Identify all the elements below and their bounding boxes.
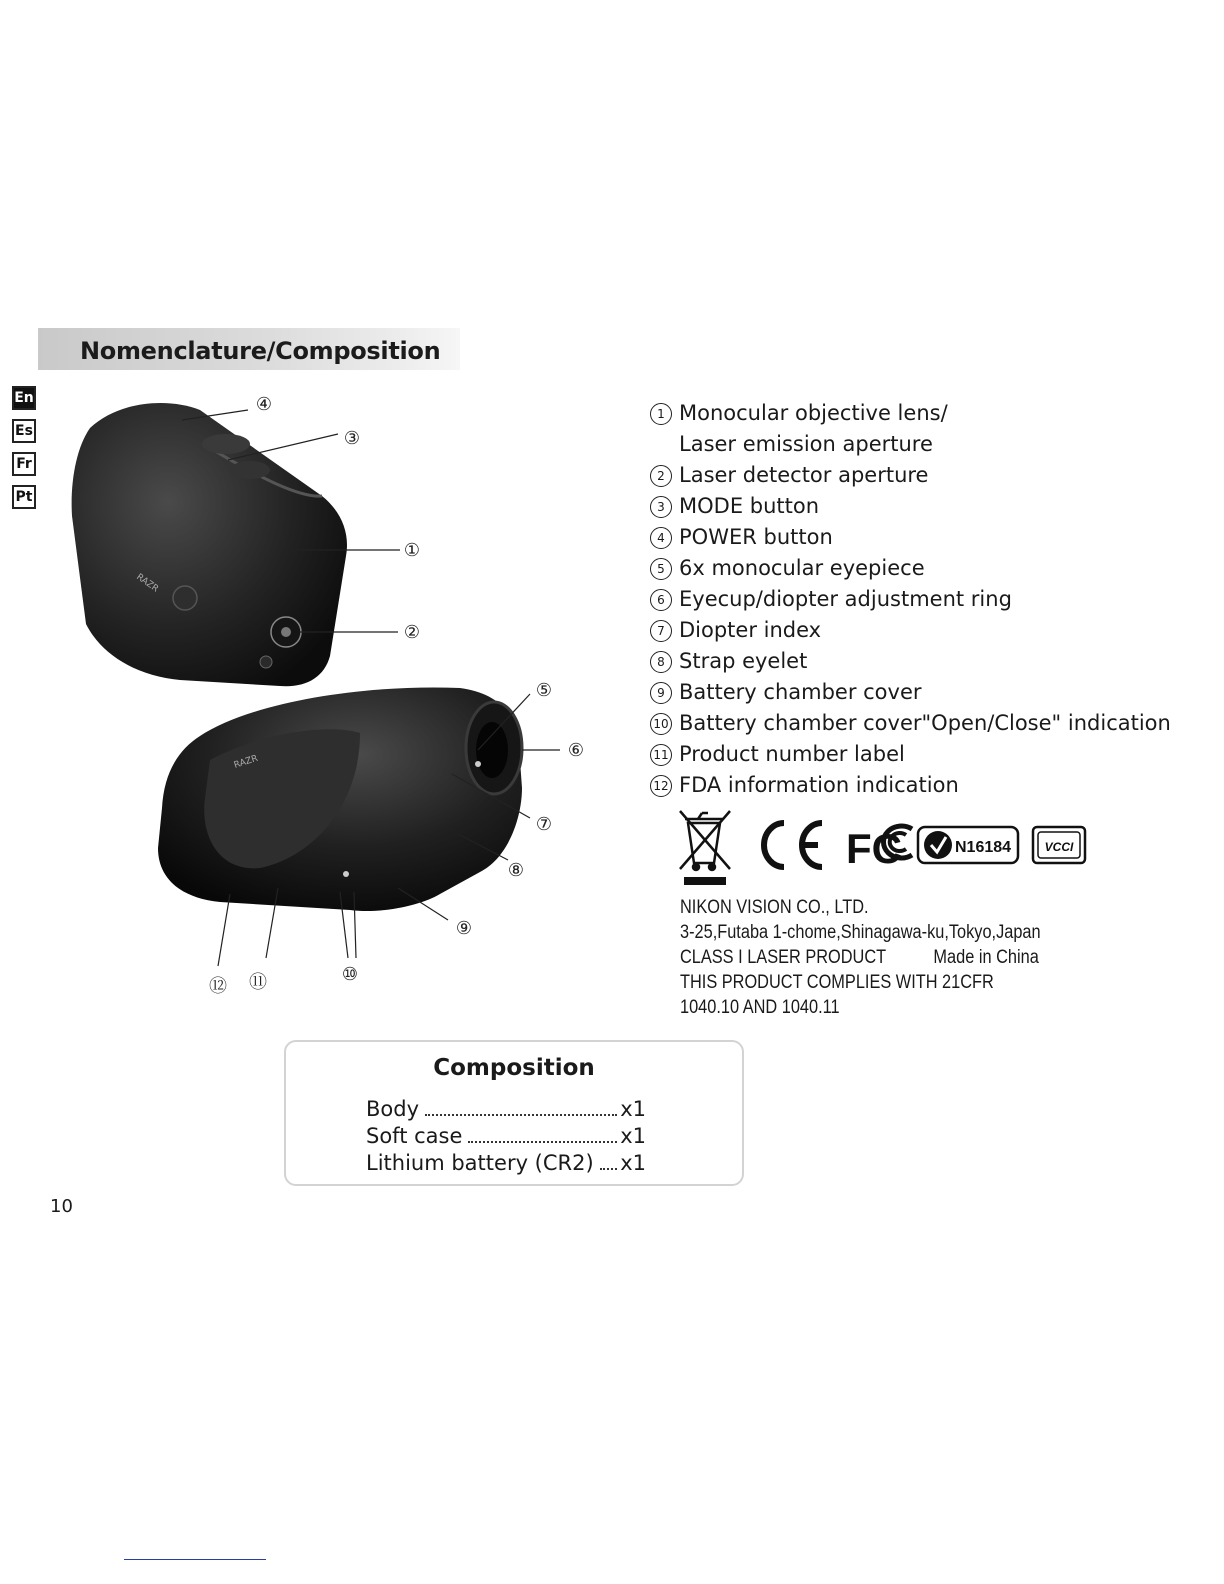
- number-badge: 1: [650, 403, 672, 425]
- svg-text:RAZR: RAZR: [134, 572, 161, 595]
- callout-7: ⑦: [535, 814, 553, 835]
- part-label: POWER button: [679, 525, 833, 549]
- lang-tab-fr[interactable]: Fr: [12, 452, 36, 476]
- number-badge: 6: [650, 589, 672, 611]
- list-item: [650, 677, 1210, 708]
- page-title: Nomenclature/Composition: [80, 337, 441, 365]
- list-item: [366, 1096, 646, 1123]
- device-rear-view: [158, 687, 525, 911]
- list-item: [366, 1150, 646, 1177]
- item-qty: x1: [620, 1124, 646, 1148]
- composition-list: [366, 1096, 646, 1177]
- list-item: [650, 770, 1210, 801]
- number-badge: 9: [650, 682, 672, 704]
- part-label: Diopter index: [679, 618, 822, 642]
- composition-title: Composition: [433, 1055, 595, 1081]
- callout-11: ⑪: [249, 972, 267, 993]
- leader-dots: [600, 1168, 618, 1170]
- lang-tab-pt[interactable]: Pt: [12, 485, 36, 509]
- part-label: Strap eyelet: [679, 649, 808, 673]
- leader-dots: [468, 1141, 617, 1143]
- number-badge: 11: [650, 744, 672, 766]
- list-item: [650, 739, 1210, 770]
- callout-9: ⑨: [455, 918, 473, 939]
- part-label: Battery chamber cover: [679, 680, 922, 704]
- number-badge: 8: [650, 651, 672, 673]
- callout-5: ⑤: [535, 680, 553, 701]
- svg-text:RAZR: RAZR: [232, 753, 260, 771]
- part-label: 6x monocular eyepiece: [679, 556, 925, 580]
- item-qty: x1: [620, 1151, 646, 1175]
- callout-6: ⑥: [567, 740, 585, 761]
- number-badge: 4: [650, 527, 672, 549]
- list-item: [650, 398, 1210, 460]
- compliance-line-2: 1040.10 AND 1040.11: [680, 997, 840, 1018]
- list-item: [650, 646, 1210, 677]
- number-badge: 12: [650, 775, 672, 797]
- callout-1: ①: [403, 540, 421, 561]
- parts-list: [650, 398, 1210, 801]
- leader-dots: [425, 1114, 617, 1116]
- laser-class-line: [680, 945, 1127, 970]
- list-item: [650, 708, 1210, 739]
- part-label: MODE button: [679, 494, 820, 518]
- callout-4: ④: [255, 394, 273, 415]
- callout-2: ②: [403, 622, 421, 643]
- company-info: [680, 895, 1127, 1020]
- fcc-mark-icon: [846, 825, 912, 872]
- compliance-line-1: THIS PRODUCT COMPLIES WITH 21CFR: [680, 972, 994, 993]
- device-front-view: [72, 403, 347, 686]
- weee-bin-icon: [680, 811, 730, 885]
- callout-3: ③: [343, 428, 361, 449]
- part-label: Eyecup/diopter adjustment ring: [679, 587, 1012, 611]
- part-label: FDA information indication: [679, 773, 959, 797]
- rangefinder-illustration: [60, 388, 620, 1000]
- callout-8: ⑧: [507, 860, 525, 881]
- language-tabs: [12, 386, 42, 518]
- item-name: Body: [366, 1097, 420, 1121]
- callout-12: ⑫: [209, 976, 227, 997]
- number-badge: 10: [650, 713, 672, 735]
- compliance-marks: [676, 805, 1116, 885]
- part-label: Battery chamber cover"Open/Close" indication: [679, 711, 1171, 735]
- svg-text:N16184: N16184: [955, 839, 1012, 856]
- item-name: Soft case: [366, 1124, 463, 1148]
- list-item: [650, 553, 1210, 584]
- list-item: [650, 522, 1210, 553]
- callout-10: ⑩: [341, 964, 359, 985]
- number-badge: 3: [650, 496, 672, 518]
- part-label: Laser detector aperture: [679, 463, 929, 487]
- footer-divider: [124, 1559, 266, 1560]
- number-badge: 7: [650, 620, 672, 642]
- company-name: NIKON VISION CO., LTD.: [680, 897, 869, 918]
- ce-mark-icon: [764, 823, 822, 867]
- n-mark-badge: [918, 827, 1018, 863]
- item-name: Lithium battery (CR2): [366, 1151, 594, 1175]
- list-item: [650, 460, 1210, 491]
- number-badge: 2: [650, 465, 672, 487]
- list-item: [650, 491, 1210, 522]
- number-badge: 5: [650, 558, 672, 580]
- composition-box: [284, 1040, 744, 1186]
- list-item: [366, 1123, 646, 1150]
- lang-tab-en[interactable]: En: [12, 386, 36, 410]
- laser-class: CLASS I LASER PRODUCT: [680, 947, 887, 968]
- list-item: [650, 615, 1210, 646]
- page-number: 10: [50, 1196, 73, 1217]
- svg-text:FC: FC: [846, 825, 902, 872]
- made-in: Made in China: [933, 947, 1039, 968]
- part-label: Monocular objective lens/ Laser emission aperture: [679, 401, 948, 456]
- company-address: 3-25,Futaba 1-chome,Shinagawa-ku,Tokyo,Japan: [680, 922, 1041, 943]
- svg-text:VCCI: VCCI: [1044, 840, 1074, 854]
- list-item: [650, 584, 1210, 615]
- item-qty: x1: [620, 1097, 646, 1121]
- lang-tab-es[interactable]: Es: [12, 419, 36, 443]
- part-label: Product number label: [679, 742, 905, 766]
- vcci-mark-icon: [1033, 827, 1085, 863]
